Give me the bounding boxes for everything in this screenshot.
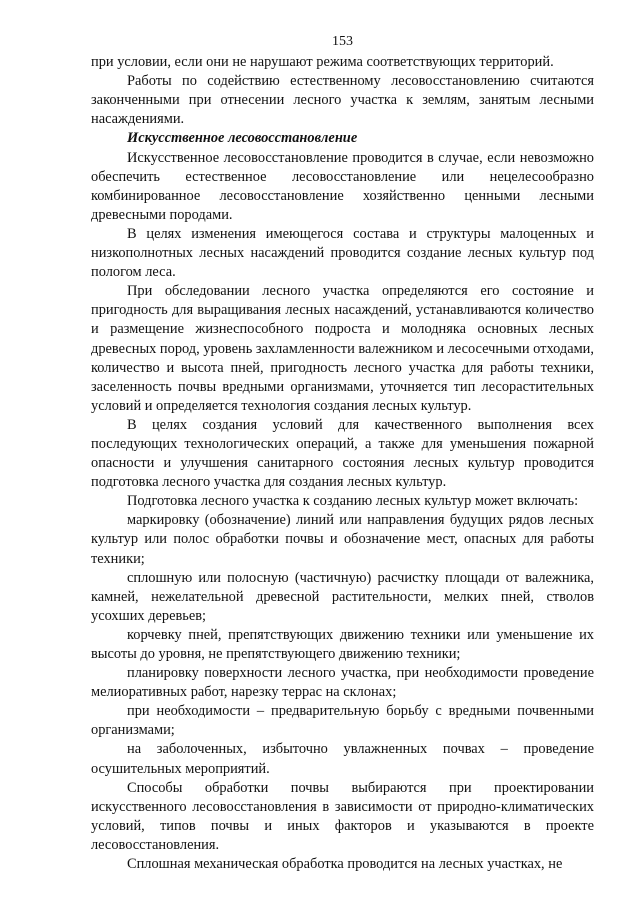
paragraph: В целях создания условий для качественного выполнения всех последующих технологических операций, а также для уменьшения пожарной опасности и улучшения санитарного состояния лесных культур проводится подготовка лесного участка для создания лесных культур. <box>91 416 594 491</box>
document-body <box>91 53 594 874</box>
paragraph: Сплошная механическая обработка проводится на лесных участках, не <box>127 856 563 873</box>
paragraph: корчевку пней, препятствующих движению техники или уменьшение их высоты до уровня, не препятствующего движению техники; <box>91 626 594 662</box>
paragraph: маркировку (обозначение) линий или направления будущих рядов лесных культур или полос обработки почвы и обозначение мест, опасных для работы техники; <box>91 512 594 567</box>
paragraph: Искусственное лесовосстановление проводится в случае, если невозможно обеспечить естественное лесовосстановление или нецелесообразно комбинированное лесовосстановление хозяйственно ценными лесными древесными породами. <box>91 149 594 223</box>
paragraph: Способы обработки почвы выбираются при проектировании искусственного лесовосстановления в зависимости от природно-климатических условий, типов почвы и иных факторов и указываются в проекте лесовосстановления. <box>91 779 594 853</box>
page-number: 153 <box>332 34 353 49</box>
paragraph: Подготовка лесного участка к созданию лесных культур может включать: <box>127 493 579 510</box>
paragraph: на заболоченных, избыточно увлажненных почвах – проведение осушительных мероприятий. <box>91 741 594 777</box>
paragraph: при условии, если они не нарушают режима соответствующих территорий. <box>91 54 554 71</box>
paragraph: В целях изменения имеющегося состава и структуры малоценных и низкополнотных лесных насаждений проводится создание лесных культур под пологом леса. <box>91 225 594 281</box>
paragraph: сплошную или полосную (частичную) расчистку площади от валежника, камней, нежелательной древесной растительности, мелких пней, стволов усохших деревьев; <box>91 569 594 624</box>
paragraph: Работы по содействию естественному лесовосстановлению считаются законченными при отнесении лесного участка к землям, занятым лесными насаждениями. <box>91 73 594 128</box>
paragraph: при необходимости – предварительную борьбу с вредными почвенными организмами; <box>91 703 594 739</box>
paragraph: При обследовании лесного участка определяются его состояние и пригодность для выращивания лесных насаждений, устанавливаются количество и размещение жизнеспособного подроста и молодняка основных лесных древесных пород, уровень захламленности валежником и лесосечными отходами, количество и высота пней, пригодность лесного участка для работы техники, заселенность почвы вредными организмами, уточняется тип лесорастительных условий и определяется технология создания лесных культур. <box>91 283 594 414</box>
section-heading: Искусственное лесовосстановление <box>127 130 358 147</box>
paragraph: планировку поверхности лесного участка, при необходимости проведение мелиоративных работ, нарезку террас на склонах; <box>91 665 594 701</box>
